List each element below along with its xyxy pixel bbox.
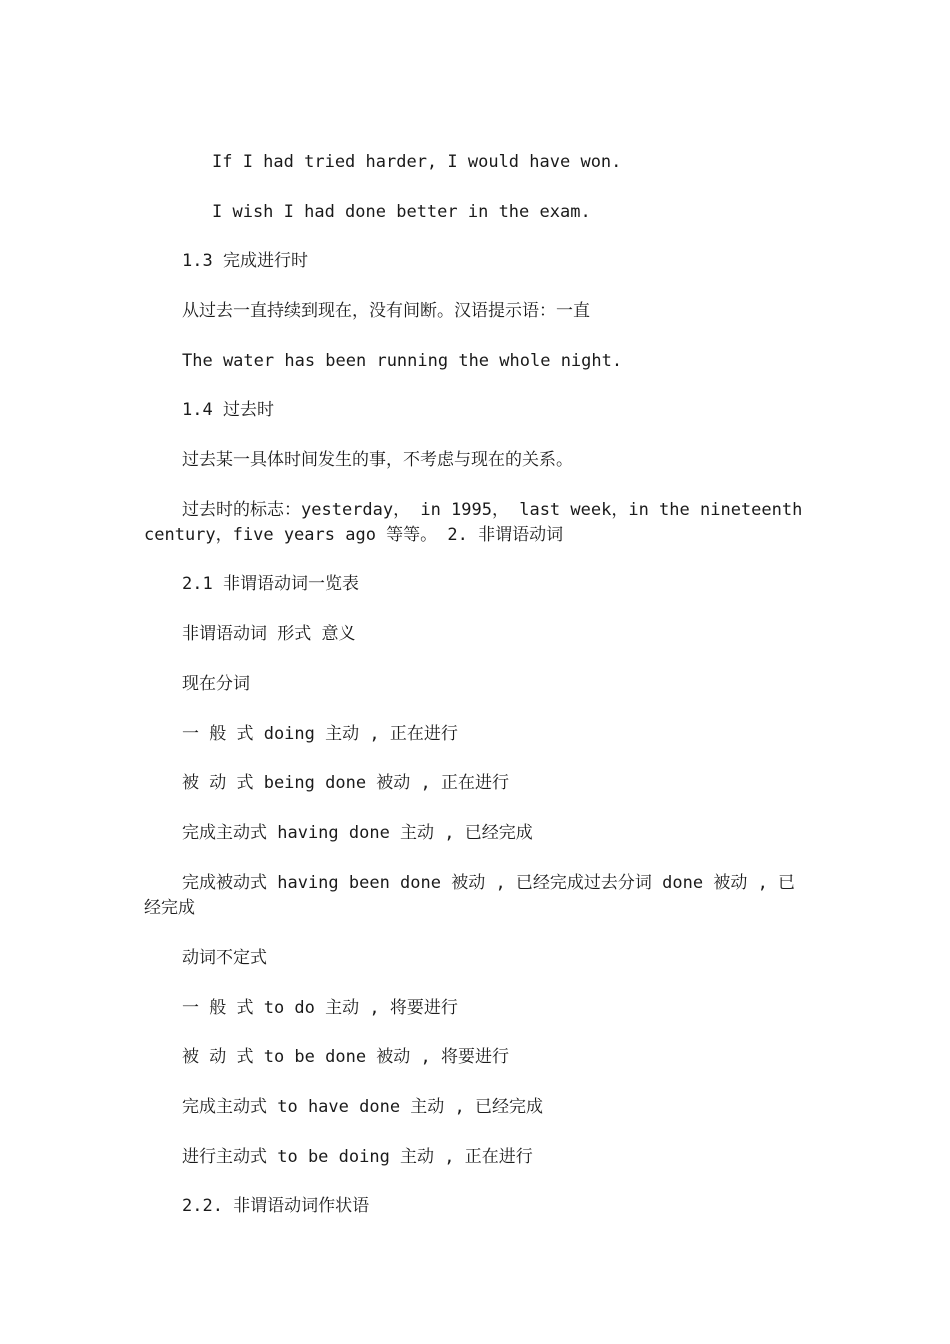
table-group-label: 现在分词 bbox=[182, 674, 250, 694]
table-row: 进行主动式 to be doing 主动 , 正在进行 bbox=[182, 1147, 533, 1167]
table-row: 被 动 式 being done 被动 , 正在进行 bbox=[182, 773, 509, 793]
table-group-label: 动词不定式 bbox=[182, 948, 267, 968]
paragraph: 过去某一具体时间发生的事，不考虑与现在的关系。 bbox=[182, 450, 573, 470]
table-row: 完成主动式 to have done 主动 , 已经完成 bbox=[182, 1097, 543, 1117]
paragraph: 过去时的标志：yesterday， in 1995， last week，in the nineteenth century，five years ago 等等。 2. 非谓语动词 bbox=[144, 500, 803, 545]
table-row: 完成被动式 having been done 被动 , 已经完成过去分词 done 被动 , 已经完成 bbox=[144, 873, 796, 918]
table-row: 被 动 式 to be done 被动 , 将要进行 bbox=[182, 1047, 509, 1067]
table-header-line: 非谓语动词 形式 意义 bbox=[182, 624, 356, 644]
section-heading: 1.4 过去时 bbox=[182, 400, 274, 420]
table-row: 完成主动式 having done 主动 , 已经完成 bbox=[182, 823, 533, 843]
example-sentence: I wish I had done better in the exam. bbox=[212, 202, 591, 222]
table-row: 一 般 式 doing 主动 , 正在进行 bbox=[182, 724, 458, 744]
table-row: 一 般 式 to do 主动 , 将要进行 bbox=[182, 998, 458, 1018]
section-heading: 2.2. 非谓语动词作状语 bbox=[182, 1196, 370, 1216]
example-sentence: If I had tried harder, I would have won. bbox=[212, 152, 622, 172]
example-sentence: The water has been running the whole night. bbox=[182, 351, 623, 371]
section-heading: 2.1 非谓语动词一览表 bbox=[182, 574, 359, 594]
section-heading: 1.3 完成进行时 bbox=[182, 251, 308, 271]
paragraph: 从过去一直持续到现在，没有间断。汉语提示语：一直 bbox=[182, 301, 590, 321]
